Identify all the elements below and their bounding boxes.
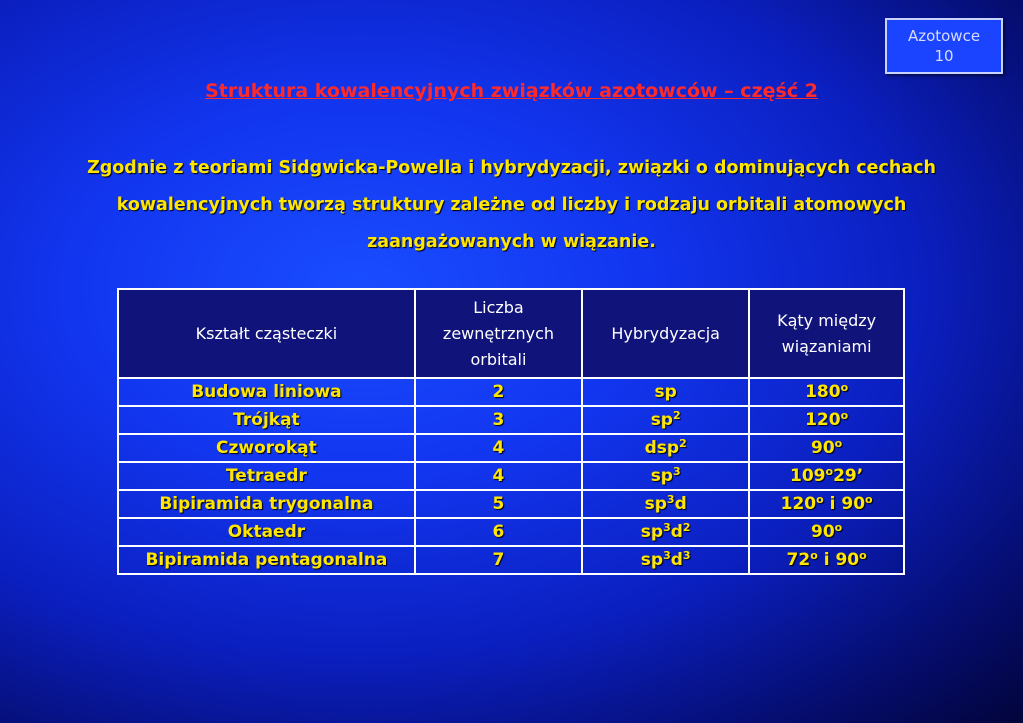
cell-hybridization: dsp$^2$ [582,434,749,462]
cell-hybridization: sp [582,378,749,406]
cell-shape: Bipiramida trygonalna [118,490,415,518]
cell-hybridization: $sp^3d^3$ [582,546,749,574]
cell-shape: Budowa liniowa [118,378,415,406]
cell-hybridization: $sp^3d$ [582,490,749,518]
intro-paragraph: Zgodnie z teoriami Sidgwicka-Powella i hybrydyzacji, związki o dominujących cechach kowalencyjnych tworzą struktury zależne od liczby i rodzaju orbitali atomowych zaangażowanych w wiązanie. [87,158,936,252]
table-row [118,434,904,462]
cell-angle: 180$^o$ [749,378,904,406]
table-row [118,490,904,518]
table-row [118,546,904,574]
cell-angle: 90$^o$ [749,518,904,546]
table-row [118,378,904,406]
cell-angle: 120$^o$ [749,406,904,434]
header-shape: Kształt cząsteczki [118,289,415,378]
table-header-row [118,289,904,378]
cell-orbitals: 5 [415,490,582,518]
header-hybridization: Hybrydyzacja [582,289,749,378]
structure-table [117,288,905,575]
cell-angle: 109$^o$29’ [749,462,904,490]
cell-shape: Bipiramida pentagonalna [118,546,415,574]
header-orbitals: Liczba zewnętrznych orbitali [415,289,582,378]
cell-shape: Czworokąt [118,434,415,462]
cell-angle: 72$^o$ i 90$^o$ [749,546,904,574]
table-row [118,462,904,490]
cell-angle: 120$^o$ i 90$^o$ [749,490,904,518]
cell-orbitals: 2 [415,378,582,406]
cell-orbitals: 6 [415,518,582,546]
cell-shape: Oktaedr [118,518,415,546]
cell-hybridization: $sp^3$ [582,462,749,490]
cell-hybridization: $sp^2$ [582,406,749,434]
badge-number: 10 [934,47,954,65]
cell-orbitals: 4 [415,462,582,490]
cell-orbitals: 4 [415,434,582,462]
slide-title: Struktura kowalencyjnych związków azotowców – część 2 [205,80,818,102]
table-row [118,406,904,434]
table-row [118,518,904,546]
header-angles: Kąty między wiązaniami [749,289,904,378]
slide-badge [885,18,1003,74]
cell-hybridization: $sp^3d^2$ [582,518,749,546]
cell-shape: Trójkąt [118,406,415,434]
cell-shape: Tetraedr [118,462,415,490]
cell-angle: 90$^o$ [749,434,904,462]
cell-orbitals: 7 [415,546,582,574]
badge-topic: Azotowce [907,27,981,45]
cell-orbitals: 3 [415,406,582,434]
